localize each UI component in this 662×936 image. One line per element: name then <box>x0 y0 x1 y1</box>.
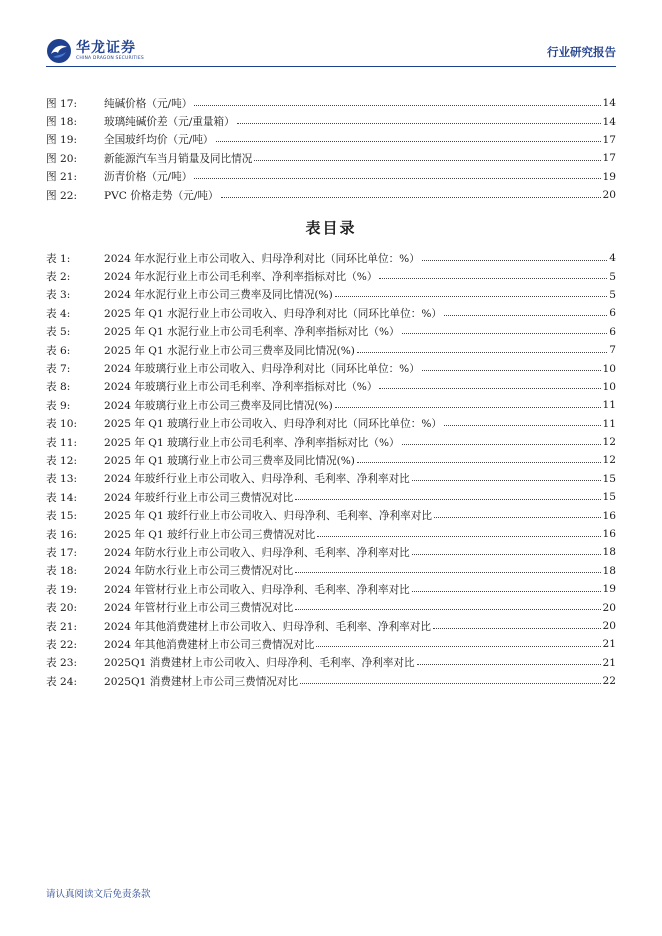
toc-entry[interactable] <box>46 112 616 130</box>
toc-entry-title: 2024 年玻璃行业上市公司三费率及同比情况(%) <box>104 399 333 412</box>
toc-entry-page: 6 <box>609 307 616 320</box>
toc-entry[interactable] <box>46 470 616 488</box>
toc-entry[interactable] <box>46 341 616 359</box>
toc-entry-label: 图 17: <box>46 97 78 110</box>
report-type-label: 行业研究报告 <box>547 45 616 59</box>
toc-leader-dots <box>295 499 600 500</box>
toc-entry-title: 2025 年 Q1 水泥行业上市公司收入、归母净利对比（同环比单位：%） <box>104 307 442 320</box>
logo-cn-text: 华龙证券 <box>76 39 136 56</box>
toc-leader-dots <box>433 628 601 629</box>
toc-entry[interactable] <box>46 488 616 506</box>
toc-leader-dots <box>412 480 601 481</box>
toc-entry-label: 图 21: <box>46 171 78 184</box>
toc-entry-label: 表 23: <box>46 657 78 670</box>
toc-entry[interactable] <box>46 672 616 690</box>
toc-entry-label: 表 8: <box>46 381 71 394</box>
toc-entry-page: 21 <box>602 638 616 651</box>
toc-entry-page: 18 <box>602 564 616 577</box>
toc-entry-title: 纯碱价格（元/吨） <box>104 97 193 110</box>
dragon-logo-icon <box>46 38 72 64</box>
toc-entry-label: 表 7: <box>46 363 71 376</box>
toc-entry-label: 表 1: <box>46 252 71 265</box>
toc-entry[interactable] <box>46 186 616 204</box>
toc-entry[interactable] <box>46 433 616 451</box>
toc-entry-title: 沥青价格（元/吨） <box>104 171 193 184</box>
toc-entry-page: 12 <box>602 454 616 467</box>
toc-leader-dots <box>335 296 607 297</box>
toc-leader-dots <box>237 123 601 124</box>
toc-entry-label: 表 13: <box>46 473 78 486</box>
toc-entry[interactable] <box>46 359 616 377</box>
toc-entry[interactable] <box>46 598 616 616</box>
toc-entry-page: 7 <box>609 344 616 357</box>
toc-leader-dots <box>317 536 600 537</box>
toc-entry-title: 2024 年玻纤行业上市公司收入、归母净利、毛利率、净利率对比 <box>104 473 410 486</box>
toc-entry-title: 玻璃纯碱价差（元/重量箱） <box>104 116 235 129</box>
toc-entry-label: 表 4: <box>46 307 71 320</box>
toc-entry-title: 2024 年防水行业上市公司收入、归母净利、毛利率、净利率对比 <box>104 546 410 559</box>
toc-entry-title: PVC 价格走势（元/吨） <box>104 189 219 202</box>
logo-en-text: CHINA DRAGON SECURITIES <box>76 55 144 61</box>
toc-entry[interactable] <box>46 654 616 672</box>
toc-entry-title: 2024 年水泥行业上市公司收入、归母净利对比（同环比单位：%） <box>104 252 420 265</box>
toc-entry-label: 表 24: <box>46 675 78 688</box>
toc-entry[interactable] <box>46 94 616 112</box>
toc-entry-title: 2025 年 Q1 玻纤行业上市公司三费情况对比 <box>104 528 316 541</box>
toc-leader-dots <box>422 260 607 261</box>
toc-entry[interactable] <box>46 635 616 653</box>
toc-entry-page: 10 <box>602 380 616 393</box>
toc-leader-dots <box>379 278 607 279</box>
toc-entry-label: 表 20: <box>46 602 78 615</box>
toc-leader-dots <box>194 178 600 179</box>
header-divider <box>46 66 616 67</box>
toc-entry[interactable] <box>46 149 616 167</box>
toc-leader-dots <box>402 444 601 445</box>
toc-leader-dots <box>417 664 601 665</box>
toc-entry-page: 14 <box>602 115 616 128</box>
toc-leader-dots <box>316 646 600 647</box>
toc-entry-title: 2024 年其他消费建材上市公司三费情况对比 <box>104 638 315 651</box>
toc-entry-page: 21 <box>602 656 616 669</box>
toc-leader-dots <box>357 462 601 463</box>
toc-entry-label: 表 22: <box>46 638 78 651</box>
toc-leader-dots <box>357 352 607 353</box>
toc-entry-title: 2024 年玻纤行业上市公司三费情况对比 <box>104 491 294 504</box>
toc-entry-label: 表 2: <box>46 271 71 284</box>
toc-leader-dots <box>444 315 607 316</box>
toc-entry-page: 20 <box>602 601 616 614</box>
toc-entry[interactable] <box>46 580 616 598</box>
toc-entry-page: 18 <box>602 546 616 559</box>
toc-entry-label: 表 16: <box>46 528 78 541</box>
toc-entry-page: 20 <box>602 620 616 632</box>
toc-entry-page: 5 <box>609 288 616 301</box>
toc-entry-title: 2025 年 Q1 水泥行业上市公司三费率及同比情况(%) <box>104 344 355 357</box>
toc-entry-label: 表 17: <box>46 546 78 559</box>
toc-entry-page: 19 <box>602 170 616 183</box>
toc-entry-title: 2025Q1 消费建材上市公司收入、归母净利、毛利率、净利率对比 <box>104 657 415 670</box>
toc-entry[interactable] <box>46 525 616 543</box>
toc-entry-title: 2024 年水泥行业上市公司三费率及同比情况(%) <box>104 289 333 302</box>
toc-entry[interactable] <box>46 562 616 580</box>
toc-entry-title: 2025 年 Q1 玻璃行业上市公司三费率及同比情况(%) <box>104 454 355 467</box>
toc-leader-dots <box>434 517 601 518</box>
toc-entry[interactable] <box>46 323 616 341</box>
toc-entry[interactable] <box>46 396 616 414</box>
toc-leader-dots <box>335 407 601 408</box>
toc-entry-label: 表 3: <box>46 289 71 302</box>
toc-leader-dots <box>295 572 600 573</box>
toc-entry-label: 表 5: <box>46 326 71 339</box>
toc-entry-page: 19 <box>602 583 616 596</box>
toc-entry-page: 10 <box>602 362 616 375</box>
toc-leader-dots <box>422 370 601 371</box>
toc-entry-page: 17 <box>602 133 616 146</box>
toc-entry-title: 2025 年 Q1 玻璃行业上市公司收入、归母净利对比（同环比单位：%） <box>104 418 442 431</box>
company-logo <box>46 38 144 64</box>
table-toc-list <box>46 249 616 690</box>
toc-entry-page: 16 <box>602 528 616 541</box>
toc-leader-dots <box>402 333 608 334</box>
toc-entry-label: 表 19: <box>46 583 78 596</box>
toc-entry-title: 2024 年防水行业上市公司三费情况对比 <box>104 565 294 578</box>
toc-entry-page: 11 <box>602 417 616 430</box>
toc-entry-page: 20 <box>602 189 616 202</box>
toc-leader-dots <box>295 609 600 610</box>
toc-entry[interactable] <box>46 378 616 396</box>
toc-entry-page: 14 <box>602 97 616 110</box>
toc-entry-page: 15 <box>602 472 616 485</box>
toc-entry-title: 2024 年玻璃行业上市公司毛利率、净利率指标对比（%） <box>104 381 378 394</box>
toc-entry[interactable] <box>46 168 616 186</box>
toc-entry-page: 6 <box>609 325 616 338</box>
toc-entry-label: 图 20: <box>46 152 78 165</box>
toc-entry[interactable] <box>46 543 616 561</box>
toc-leader-dots <box>379 388 600 389</box>
toc-entry-title: 2025 年 Q1 水泥行业上市公司毛利率、净利率指标对比（%） <box>104 326 400 339</box>
toc-entry-title: 2024 年管材行业上市公司三费情况对比 <box>104 602 294 615</box>
toc-entry-page: 22 <box>602 675 616 688</box>
toc-entry-label: 表 21: <box>46 620 78 633</box>
toc-entry-title: 2024 年其他消费建材上市公司收入、归母净利、毛利率、净利率对比 <box>104 620 431 633</box>
page-header <box>0 0 662 70</box>
toc-entry-title: 2024 年玻璃行业上市公司收入、归母净利对比（同环比单位：%） <box>104 363 420 376</box>
toc-entry-label: 表 11: <box>46 436 78 449</box>
toc-entry[interactable] <box>46 415 616 433</box>
toc-entry[interactable] <box>46 451 616 469</box>
toc-leader-dots <box>444 425 601 426</box>
toc-entry-page: 5 <box>609 270 616 283</box>
toc-leader-dots <box>221 197 601 198</box>
toc-entry-title: 2025 年 Q1 玻璃行业上市公司毛利率、净利率指标对比（%） <box>104 436 400 449</box>
toc-entry-page: 11 <box>602 399 616 412</box>
toc-entry-label: 表 6: <box>46 344 71 357</box>
toc-entry-label: 图 18: <box>46 116 78 129</box>
toc-leader-dots <box>254 160 600 161</box>
toc-entry[interactable] <box>46 131 616 149</box>
toc-entry-label: 表 18: <box>46 565 78 578</box>
toc-entry-label: 表 9: <box>46 399 71 412</box>
toc-entry-label: 图 19: <box>46 134 78 147</box>
toc-leader-dots <box>300 683 600 684</box>
toc-entry[interactable] <box>46 304 616 322</box>
toc-entry-page: 15 <box>602 491 616 504</box>
toc-entry-title: 新能源汽车当月销量及同比情况 <box>104 152 253 165</box>
toc-entry[interactable] <box>46 506 616 524</box>
toc-entry[interactable] <box>46 286 616 304</box>
toc-entry[interactable] <box>46 617 616 635</box>
toc-leader-dots <box>412 554 601 555</box>
figure-toc-list <box>46 94 616 204</box>
toc-entry-title: 全国玻纤均价（元/吨） <box>104 134 214 147</box>
toc-leader-dots <box>412 591 601 592</box>
footer-disclaimer: 请认真阅读文后免责条款 <box>46 889 151 900</box>
toc-entry-page: 17 <box>602 152 616 165</box>
toc-entry[interactable] <box>46 249 616 267</box>
toc-entry-title: 2025 年 Q1 玻纤行业上市公司收入、归母净利、毛利率、净利率对比 <box>104 510 432 523</box>
toc-entry-page: 12 <box>602 436 616 449</box>
toc-entry-title: 2025Q1 消费建材上市公司三费情况对比 <box>104 675 299 688</box>
toc-entry-page: 16 <box>602 509 616 522</box>
toc-entry-label: 图 22: <box>46 189 78 202</box>
toc-entry-label: 表 14: <box>46 491 78 504</box>
toc-entry[interactable] <box>46 267 616 285</box>
table-toc-heading: 表目录 <box>305 219 357 237</box>
toc-entry-label: 表 12: <box>46 454 78 467</box>
toc-entry-page: 4 <box>609 252 616 265</box>
toc-entry-title: 2024 年管材行业上市公司收入、归母净利、毛利率、净利率对比 <box>104 583 410 596</box>
toc-entry-label: 表 15: <box>46 510 78 523</box>
toc-leader-dots <box>194 105 600 106</box>
toc-leader-dots <box>216 141 601 142</box>
toc-entry-title: 2024 年水泥行业上市公司毛利率、净利率指标对比（%） <box>104 271 378 284</box>
toc-entry-label: 表 10: <box>46 418 78 431</box>
